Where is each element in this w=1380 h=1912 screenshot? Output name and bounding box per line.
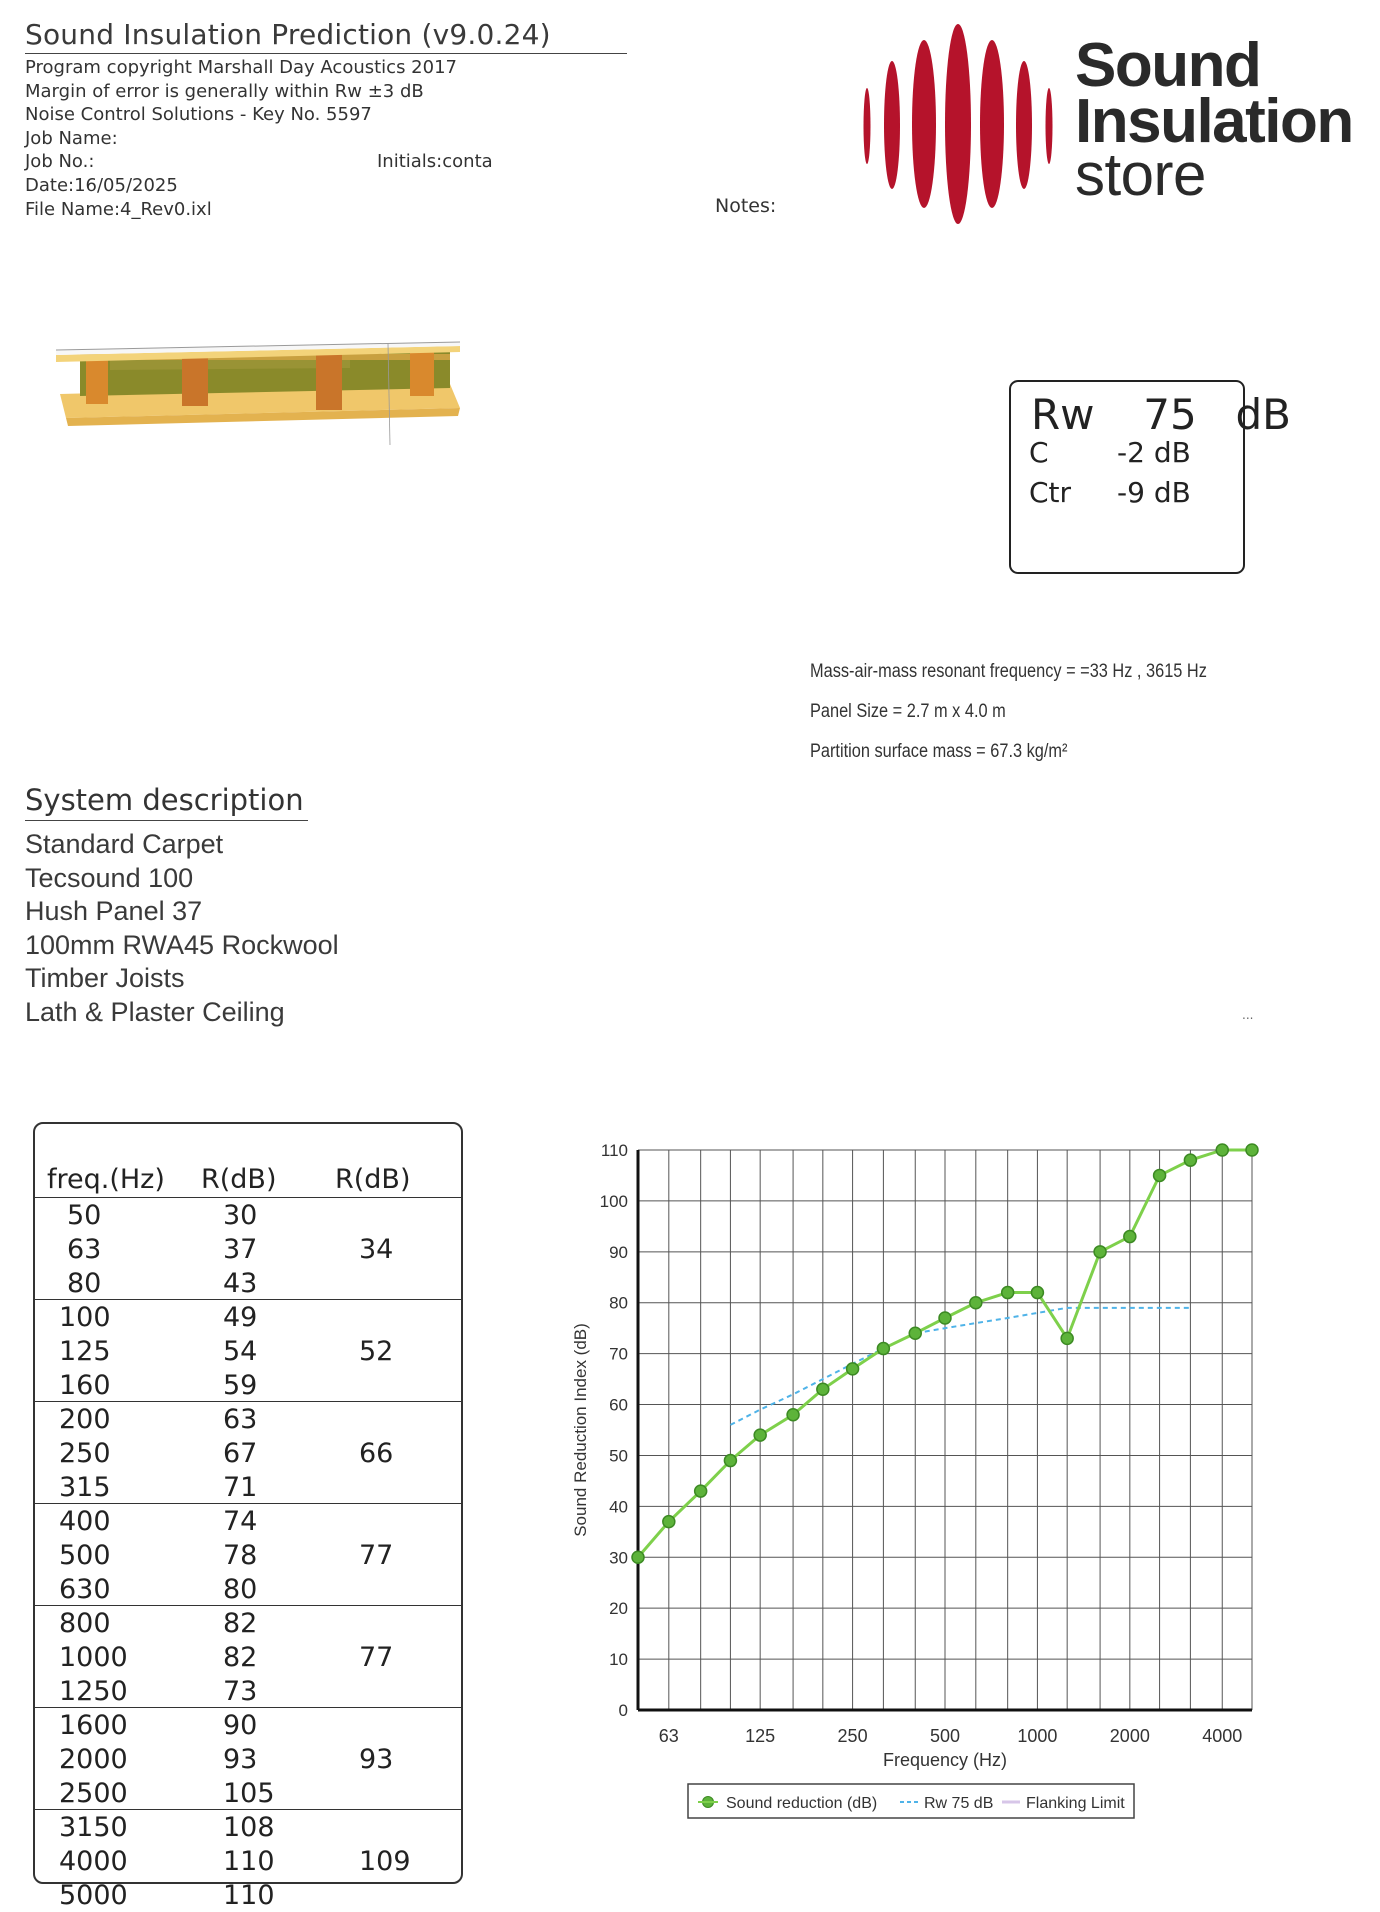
header-r-third: R(dB) bbox=[201, 1164, 277, 1195]
x-tick-label: 63 bbox=[658, 1726, 679, 1746]
data-point bbox=[632, 1551, 644, 1563]
data-point bbox=[754, 1429, 766, 1441]
r-third-octave-cell: 43 bbox=[223, 1268, 258, 1299]
table-group bbox=[35, 1708, 463, 1810]
ctr-value: -9 dB bbox=[1117, 476, 1191, 509]
x-tick-label: 250 bbox=[837, 1726, 868, 1746]
notes-label: Notes: bbox=[715, 195, 777, 217]
freq-cell: 160 bbox=[59, 1370, 111, 1401]
y-tick-label: 80 bbox=[609, 1293, 628, 1313]
ellipsis-mark: ... bbox=[1242, 1008, 1254, 1022]
freq-cell: 1000 bbox=[59, 1642, 128, 1673]
r-third-octave-cell: 93 bbox=[223, 1744, 258, 1775]
report-meta bbox=[25, 56, 627, 221]
resonance-note: Mass-air-mass resonant frequency = =33 Hz , 3615 Hz bbox=[810, 661, 1207, 682]
table-group bbox=[35, 1810, 463, 1912]
r-third-octave-cell: 105 bbox=[223, 1778, 275, 1809]
freq-cell: 1250 bbox=[59, 1676, 128, 1707]
copyright-line: Program copyright Marshall Day Acoustics 2017 bbox=[25, 57, 457, 78]
data-point bbox=[939, 1312, 951, 1324]
data-point bbox=[724, 1455, 736, 1467]
sound-wave-logo-icon bbox=[855, 20, 1065, 225]
logo-wordmark bbox=[1075, 31, 1353, 208]
results-table bbox=[33, 1122, 463, 1911]
freq-cell: 315 bbox=[59, 1472, 111, 1503]
data-point bbox=[1184, 1154, 1196, 1166]
y-tick-label: 60 bbox=[609, 1395, 628, 1415]
legend-label-flanking: Flanking Limit bbox=[1026, 1795, 1125, 1812]
data-point bbox=[1094, 1246, 1106, 1258]
freq-cell: 100 bbox=[59, 1302, 111, 1333]
rw-rating bbox=[1031, 390, 1291, 439]
margin-line: Margin of error is generally within Rw ±3 dB bbox=[25, 80, 424, 102]
y-tick-label: 10 bbox=[609, 1650, 628, 1670]
table-group bbox=[35, 1402, 463, 1504]
c-label: C bbox=[1029, 436, 1049, 469]
x-axis-label: Frequency (Hz) bbox=[882, 1750, 1008, 1770]
r-third-octave-cell: 80 bbox=[223, 1574, 258, 1605]
table-group bbox=[35, 1300, 463, 1402]
surface-mass-note: Partition surface mass = 67.3 kg/m² bbox=[810, 741, 1068, 762]
data-point bbox=[847, 1363, 859, 1375]
panel-size-note: Panel Size = 2.7 m x 4.0 m bbox=[810, 701, 1006, 722]
rw-value: 75 bbox=[1143, 390, 1197, 439]
initials-line: Initials:conta bbox=[377, 151, 493, 173]
freq-cell: 800 bbox=[59, 1608, 111, 1639]
date-line: Date:16/05/2025 bbox=[25, 174, 178, 196]
layer-item: Tecsound 100 bbox=[25, 862, 194, 893]
rw-label: Rw bbox=[1031, 390, 1095, 439]
r-octave-cell: 93 bbox=[359, 1744, 394, 1775]
table-group bbox=[35, 1606, 463, 1708]
data-point bbox=[1031, 1287, 1043, 1299]
x-tick-label: 2000 bbox=[1109, 1726, 1150, 1746]
r-third-octave-cell: 59 bbox=[223, 1370, 258, 1401]
job-no-row bbox=[25, 150, 627, 174]
licensee-line: Noise Control Solutions - Key No. 5597 bbox=[25, 104, 372, 126]
x-tick-label: 4000 bbox=[1202, 1726, 1243, 1746]
freq-cell: 50 bbox=[67, 1200, 102, 1231]
data-point bbox=[1154, 1169, 1166, 1181]
y-tick-label: 20 bbox=[609, 1599, 628, 1619]
r-third-octave-cell: 54 bbox=[223, 1336, 258, 1367]
logo-line-1: Sound bbox=[1075, 31, 1261, 100]
table-header bbox=[35, 1142, 463, 1198]
data-point bbox=[787, 1409, 799, 1421]
y-tick-label: 70 bbox=[609, 1344, 628, 1364]
file-name-line: File Name:4_Rev0.ixl bbox=[25, 198, 212, 220]
y-tick-label: 100 bbox=[599, 1191, 628, 1211]
y-tick-label: 30 bbox=[609, 1548, 628, 1568]
r-third-octave-cell: 82 bbox=[223, 1642, 258, 1673]
data-point bbox=[909, 1327, 921, 1339]
system-description-title: System description bbox=[25, 780, 308, 821]
data-point bbox=[695, 1485, 707, 1497]
data-point bbox=[1246, 1144, 1258, 1156]
data-point bbox=[877, 1343, 889, 1355]
legend-label-rw: Rw 75 dB bbox=[924, 1795, 994, 1812]
table-group bbox=[35, 1504, 463, 1606]
r-third-octave-cell: 49 bbox=[223, 1302, 258, 1333]
freq-cell: 2500 bbox=[59, 1778, 128, 1809]
brand-logo bbox=[855, 20, 1365, 225]
data-point bbox=[1124, 1231, 1136, 1243]
data-point bbox=[1061, 1332, 1073, 1344]
header-freq: freq.(Hz) bbox=[47, 1164, 165, 1195]
freq-cell: 630 bbox=[59, 1574, 111, 1605]
y-tick-label: 110 bbox=[600, 1141, 628, 1160]
freq-cell: 500 bbox=[59, 1540, 111, 1571]
r-third-octave-cell: 110 bbox=[223, 1846, 275, 1877]
job-no-line: Job No.: bbox=[25, 151, 95, 173]
c-value: -2 dB bbox=[1117, 436, 1191, 469]
freq-cell: 3150 bbox=[59, 1812, 128, 1843]
r-third-octave-cell: 74 bbox=[223, 1506, 258, 1537]
freq-cell: 5000 bbox=[59, 1880, 128, 1911]
y-tick-label: 0 bbox=[618, 1701, 628, 1720]
r-octave-cell: 66 bbox=[359, 1438, 394, 1469]
r-third-octave-cell: 71 bbox=[223, 1472, 258, 1503]
c-row bbox=[1029, 436, 1191, 469]
ctr-label: Ctr bbox=[1029, 476, 1072, 509]
r-octave-cell: 77 bbox=[359, 1642, 394, 1673]
table-group bbox=[35, 1198, 463, 1300]
r-third-octave-cell: 67 bbox=[223, 1438, 258, 1469]
r-third-octave-cell: 108 bbox=[223, 1812, 275, 1843]
freq-cell: 63 bbox=[67, 1234, 102, 1265]
data-point bbox=[663, 1516, 675, 1528]
r-octave-cell: 77 bbox=[359, 1540, 394, 1571]
rw-unit: dB bbox=[1235, 390, 1291, 439]
sound-reduction-chart bbox=[560, 1130, 1260, 1844]
header-r-octave: R(dB) bbox=[335, 1164, 411, 1195]
system-layer-list bbox=[25, 828, 339, 1030]
y-tick-label: 50 bbox=[609, 1446, 628, 1466]
report-title: Sound Insulation Prediction (v9.0.24) bbox=[25, 18, 627, 54]
data-point bbox=[1002, 1287, 1014, 1299]
report-header bbox=[25, 18, 627, 221]
freq-cell: 125 bbox=[59, 1336, 111, 1367]
y-axis-label: Sound Reduction Index (dB) bbox=[571, 1323, 590, 1537]
r-octave-cell: 34 bbox=[359, 1234, 394, 1265]
y-tick-label: 90 bbox=[609, 1242, 628, 1262]
freq-cell: 80 bbox=[67, 1268, 102, 1299]
ctr-row bbox=[1029, 476, 1191, 509]
data-point bbox=[1216, 1144, 1228, 1156]
freq-cell: 1600 bbox=[59, 1710, 128, 1741]
data-point bbox=[817, 1383, 829, 1395]
r-third-octave-cell: 37 bbox=[223, 1234, 258, 1265]
r-third-octave-cell: 30 bbox=[223, 1200, 258, 1231]
layer-item: 100mm RWA45 Rockwool bbox=[25, 929, 339, 960]
r-third-octave-cell: 63 bbox=[223, 1404, 258, 1435]
y-tick-label: 40 bbox=[609, 1497, 628, 1517]
x-tick-label: 500 bbox=[929, 1726, 961, 1746]
r-third-octave-cell: 82 bbox=[223, 1608, 258, 1639]
r-third-octave-cell: 90 bbox=[223, 1710, 258, 1741]
r-third-octave-cell: 110 bbox=[223, 1880, 275, 1911]
freq-cell: 200 bbox=[59, 1404, 111, 1435]
layer-item: Timber Joists bbox=[25, 963, 185, 994]
x-tick-label: 125 bbox=[745, 1726, 776, 1746]
r-third-octave-cell: 78 bbox=[223, 1540, 258, 1571]
logo-line-3: store bbox=[1075, 141, 1206, 208]
job-name-line: Job Name: bbox=[25, 127, 118, 149]
logo-line-2: Insulation bbox=[1075, 87, 1353, 156]
freq-cell: 4000 bbox=[59, 1846, 128, 1877]
data-point bbox=[970, 1297, 982, 1309]
legend-label-sound-reduction: Sound reduction (dB) bbox=[726, 1795, 878, 1812]
x-tick-label: 1000 bbox=[1017, 1726, 1058, 1746]
chart-svg bbox=[560, 1130, 1260, 1840]
r-octave-cell: 52 bbox=[359, 1336, 394, 1367]
freq-cell: 250 bbox=[59, 1438, 111, 1469]
r-third-octave-cell: 73 bbox=[223, 1676, 258, 1707]
freq-cell: 2000 bbox=[59, 1744, 128, 1775]
floor-construction-illustration bbox=[50, 340, 470, 454]
r-octave-cell: 109 bbox=[359, 1846, 411, 1877]
freq-cell: 400 bbox=[59, 1506, 111, 1537]
rating-box bbox=[1009, 380, 1291, 574]
layer-item: Standard Carpet bbox=[25, 829, 224, 859]
layer-item: Lath & Plaster Ceiling bbox=[25, 996, 285, 1027]
layer-item: Hush Panel 37 bbox=[25, 896, 203, 927]
